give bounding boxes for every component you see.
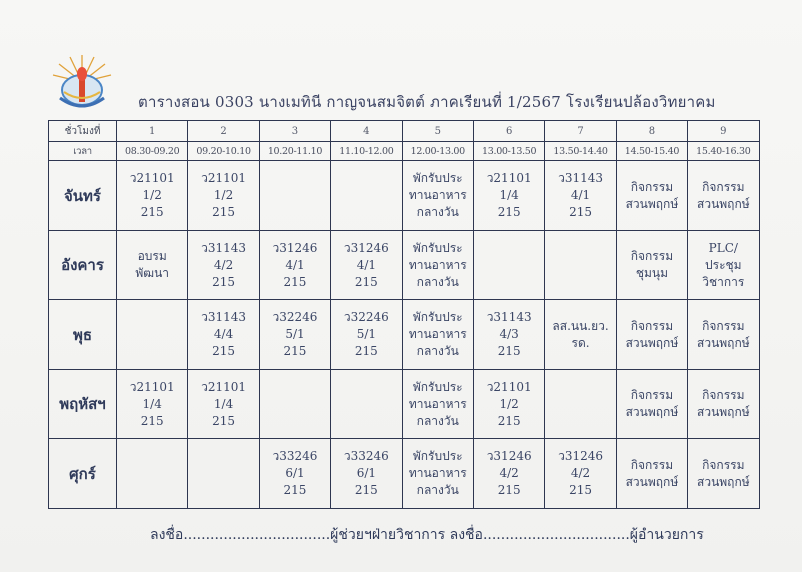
cell-line: 215 — [497, 413, 521, 428]
cell-line: พักรับประ — [412, 449, 463, 464]
cell-line: พัฒนา — [135, 266, 170, 281]
schedule-cell — [259, 300, 330, 370]
schedule-cell — [616, 439, 687, 509]
cell-line: 215 — [283, 274, 307, 289]
cell-line: ทานอาหาร — [408, 188, 467, 203]
schedule-cell — [402, 161, 473, 231]
cell-line: สวนพฤกษ์ — [625, 474, 679, 489]
time-label: เวลา — [49, 142, 117, 161]
cell-line: 215 — [497, 344, 521, 359]
period-number: 5 — [402, 121, 473, 142]
schedule-cell — [545, 161, 616, 231]
schedule-cell — [117, 230, 188, 300]
cell-line: ว21101 — [201, 171, 247, 186]
schedule-cell — [473, 300, 544, 370]
period-number: 3 — [259, 121, 330, 142]
cell-line: 215 — [212, 205, 236, 220]
day-name: พฤหัสฯ — [49, 369, 117, 439]
signature-line: ลงชื่อ.................................ผู้ช่วยฯฝ่ายวิชาการ ลงชื่อ.................................ผู้อำนวยการ — [150, 527, 704, 543]
schedule-cell — [117, 439, 188, 509]
period-header-row — [49, 121, 760, 142]
cell-line: ว31143 — [486, 310, 532, 325]
schedule-cell — [117, 161, 188, 231]
cell-line: ว31143 — [201, 240, 247, 255]
cell-line: รด. — [571, 335, 590, 350]
period-number: 2 — [188, 121, 259, 142]
time-slot: 10.20-11.10 — [259, 142, 330, 161]
cell-line: 215 — [212, 274, 236, 289]
cell-line: กิจกรรม — [630, 179, 674, 194]
schedule-cell — [616, 161, 687, 231]
cell-line: 6/1 — [285, 466, 305, 481]
schedule-cell — [259, 230, 330, 300]
time-slot: 09.20-10.10 — [188, 142, 259, 161]
day-name: อังคาร — [49, 230, 117, 300]
day-name: ศุกร์ — [49, 439, 117, 509]
schedule-cell — [402, 369, 473, 439]
cell-line: 5/1 — [285, 327, 305, 342]
day-row — [49, 439, 760, 509]
cell-line: ว31246 — [486, 449, 532, 464]
cell-line: กิจกรรม — [702, 318, 745, 333]
cell-line: 1/4 — [213, 396, 234, 411]
cell-line: สวนพฤกษ์ — [697, 474, 750, 489]
period-label: ชั่วโมงที่ — [49, 121, 117, 142]
schedule-cell — [259, 439, 330, 509]
schedule-cell — [616, 369, 687, 439]
cell-line: 215 — [497, 205, 521, 220]
cell-line: ทานอาหาร — [408, 396, 467, 411]
cell-line: วิชาการ — [702, 274, 745, 289]
schedule-cell — [616, 300, 687, 370]
cell-line: สวนพฤกษ์ — [625, 196, 679, 211]
cell-line: 4/2 — [499, 466, 519, 481]
cell-line: ชุมนุม — [635, 266, 669, 281]
cell-line: 4/3 — [499, 327, 519, 342]
cell-line: กิจกรรม — [630, 457, 674, 472]
cell-line: 1/2 — [142, 188, 162, 203]
cell-line: 215 — [140, 413, 164, 428]
cell-line: 215 — [569, 483, 592, 498]
time-slot: 15.40-16.30 — [688, 142, 759, 161]
schedule-cell — [616, 230, 687, 300]
cell-line: 215 — [569, 205, 592, 220]
cell-line: ว21101 — [129, 379, 175, 394]
period-number: 6 — [473, 121, 544, 142]
cell-line: สวนพฤกษ์ — [625, 335, 679, 350]
schedule-cell — [188, 230, 259, 300]
cell-line: ลส.นน.ยว. — [552, 318, 609, 333]
period-number: 9 — [688, 121, 759, 142]
cell-line: 4/1 — [285, 257, 305, 272]
time-slot: 13.50-14.40 — [545, 142, 616, 161]
cell-line: สวนพฤกษ์ — [697, 405, 750, 420]
cell-line: 1/4 — [499, 188, 519, 203]
schedule-cell — [331, 439, 402, 509]
cell-line: กิจกรรม — [630, 249, 674, 264]
cell-line: กิจกรรม — [630, 388, 674, 403]
schedule-cell — [188, 300, 259, 370]
page-title: ตารางสอน 0303 นางเมทินี กาญจนสมจิตต์ ภาคเรียนที่ 1/2567 โรงเรียนปล้องวิทยาคม — [138, 93, 716, 111]
cell-line: 215 — [212, 413, 236, 428]
schedule-cell — [688, 439, 759, 509]
time-slot: 13.00-13.50 — [473, 142, 544, 161]
cell-line: กลางวัน — [416, 344, 459, 359]
schedule-cell — [188, 439, 259, 509]
cell-line: 4/1 — [356, 257, 377, 272]
cell-line: 215 — [283, 344, 307, 359]
cell-line: ว21101 — [486, 379, 532, 394]
time-header-row — [49, 142, 760, 161]
cell-line: สวนพฤกษ์ — [697, 196, 750, 211]
day-name: พุธ — [49, 300, 117, 370]
school-emblem-icon — [50, 52, 114, 114]
schedule-cell — [259, 161, 330, 231]
period-number: 7 — [545, 121, 616, 142]
cell-line: 215 — [283, 483, 307, 498]
day-row — [49, 369, 760, 439]
schedule-cell — [473, 369, 544, 439]
cell-line: ว21101 — [129, 171, 175, 186]
schedule-cell — [188, 369, 259, 439]
schedule-cell — [473, 439, 544, 509]
schedule-cell — [473, 230, 544, 300]
schedule-cell — [331, 369, 402, 439]
cell-line: 215 — [140, 205, 164, 220]
cell-line: สวนพฤกษ์ — [697, 335, 750, 350]
day-name: จันทร์ — [49, 161, 117, 231]
cell-line: 1/2 — [213, 188, 234, 203]
time-slot: 11.10-12.00 — [331, 142, 402, 161]
schedule-cell — [331, 300, 402, 370]
cell-line: 4/2 — [213, 257, 234, 272]
time-slot: 12.00-13.00 — [402, 142, 473, 161]
schedule-cell — [688, 369, 759, 439]
cell-line: 215 — [354, 274, 378, 289]
day-row — [49, 161, 760, 231]
cell-line: กลางวัน — [416, 205, 459, 220]
schedule-cell — [331, 230, 402, 300]
cell-line: ว33246 — [272, 449, 318, 464]
cell-line: 215 — [212, 344, 236, 359]
cell-line: สวนพฤกษ์ — [625, 405, 679, 420]
schedule-cell — [402, 230, 473, 300]
period-number: 1 — [117, 121, 188, 142]
cell-line: พักรับประ — [412, 240, 463, 255]
cell-line: ว33246 — [343, 449, 389, 464]
schedule-cell — [117, 369, 188, 439]
time-slot: 08.30-09.20 — [117, 142, 188, 161]
schedule-table — [48, 120, 760, 509]
cell-line: 215 — [497, 483, 521, 498]
schedule-cell — [259, 369, 330, 439]
cell-line: 1/2 — [499, 396, 519, 411]
cell-line: กิจกรรม — [702, 179, 745, 194]
cell-line: กิจกรรม — [702, 388, 745, 403]
cell-line: ว31246 — [343, 240, 389, 255]
schedule-cell — [473, 161, 544, 231]
cell-line: กิจกรรม — [630, 318, 674, 333]
schedule-cell — [545, 230, 616, 300]
period-number: 4 — [331, 121, 402, 142]
cell-line: ประชุม — [705, 257, 742, 272]
cell-line: 5/1 — [356, 327, 377, 342]
schedule-cell — [188, 161, 259, 231]
schedule-cell — [402, 439, 473, 509]
schedule-cell — [331, 161, 402, 231]
cell-line: กลางวัน — [416, 483, 459, 498]
cell-line: ว31143 — [558, 171, 603, 186]
cell-line: ว21101 — [201, 379, 247, 394]
schedule-cell — [117, 300, 188, 370]
schedule-cell — [688, 300, 759, 370]
cell-line: ทานอาหาร — [408, 466, 467, 481]
schedule-cell — [545, 300, 616, 370]
schedule-cell — [688, 230, 759, 300]
cell-line: ว32246 — [272, 310, 318, 325]
schedule-cell — [402, 300, 473, 370]
cell-line: 6/1 — [356, 466, 377, 481]
cell-line: พักรับประ — [412, 310, 463, 325]
cell-line: กลางวัน — [416, 413, 459, 428]
cell-line: 1/4 — [142, 396, 162, 411]
cell-line: กิจกรรม — [702, 457, 745, 472]
day-row — [49, 300, 760, 370]
day-row — [49, 230, 760, 300]
cell-line: ว31246 — [272, 240, 318, 255]
cell-line: ว32246 — [343, 310, 389, 325]
schedule-cell — [545, 369, 616, 439]
cell-line: 4/2 — [570, 466, 591, 481]
schedule-cell — [545, 439, 616, 509]
time-slot: 14.50-15.40 — [616, 142, 687, 161]
cell-line: ทานอาหาร — [408, 327, 467, 342]
cell-line: 4/1 — [570, 188, 591, 203]
period-number: 8 — [616, 121, 687, 142]
cell-line: 215 — [354, 344, 378, 359]
cell-line: ทานอาหาร — [408, 257, 467, 272]
cell-line: 215 — [354, 483, 378, 498]
cell-line: กลางวัน — [416, 274, 459, 289]
cell-line: ว31143 — [201, 310, 247, 325]
cell-line: พักรับประ — [412, 379, 463, 394]
cell-line: 4/4 — [213, 327, 234, 342]
schedule-cell — [688, 161, 759, 231]
cell-line: พักรับประ — [412, 171, 463, 186]
cell-line: ว21101 — [486, 171, 532, 186]
cell-line: ว31246 — [558, 449, 603, 464]
cell-line: PLC/ — [708, 240, 738, 255]
cell-line: อบรม — [137, 249, 167, 264]
